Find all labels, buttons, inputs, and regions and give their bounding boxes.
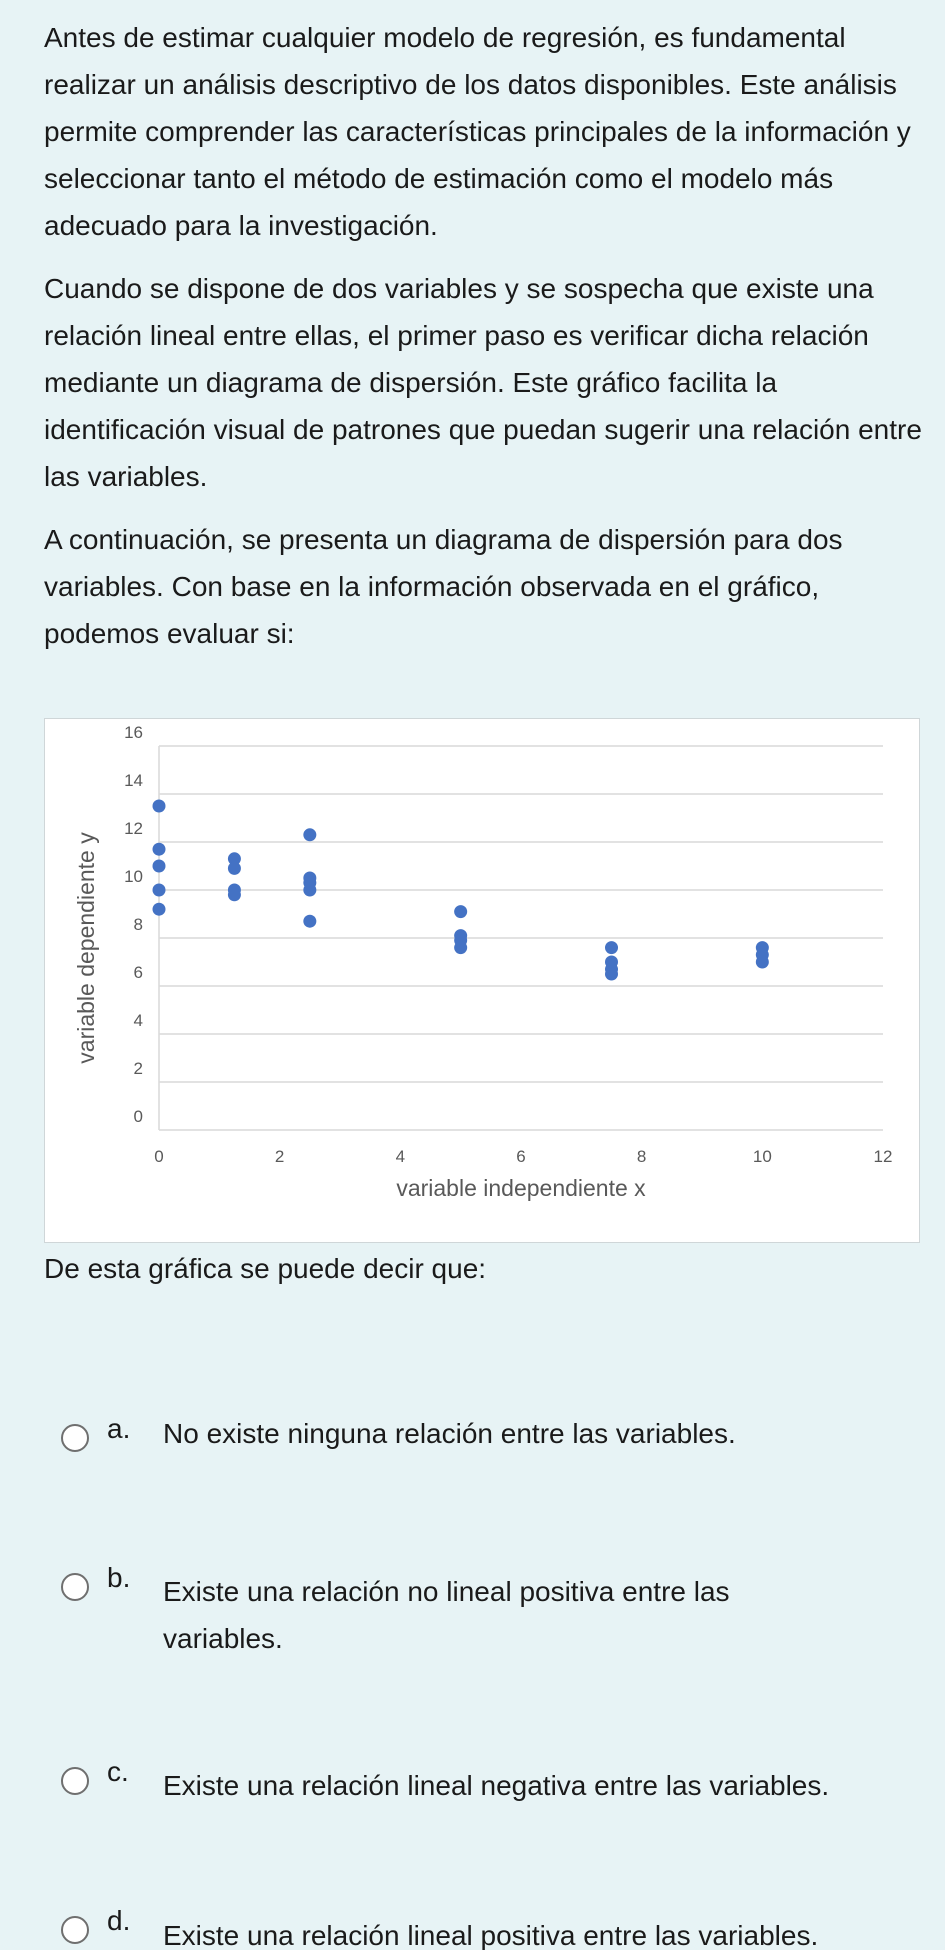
question-prompt: De esta gráfica se puede decir que: [44, 1253, 487, 1284]
y-tick-label: 6 [133, 963, 143, 982]
option-text[interactable]: No existe ninguna relación entre las variables. [163, 1418, 736, 1449]
data-point [153, 843, 166, 856]
data-point [153, 860, 166, 873]
x-axis-tick-labels [154, 1147, 892, 1166]
option-letter: a. [107, 1413, 131, 1444]
x-tick-label: 12 [873, 1147, 893, 1166]
x-axis-title: variable independiente x [396, 1175, 646, 1201]
option-letter: d. [107, 1905, 131, 1936]
data-point [605, 941, 618, 954]
x-tick-label: 0 [154, 1147, 164, 1166]
x-tick-label: 4 [395, 1147, 406, 1166]
y-tick-label: 2 [133, 1059, 143, 1078]
x-tick-label: 10 [752, 1147, 772, 1166]
y-tick-label: 16 [124, 723, 143, 742]
y-tick-label: 12 [124, 819, 143, 838]
data-point [228, 862, 241, 875]
option-text[interactable]: Existe una relación no lineal positiva entre las variables. [163, 1576, 730, 1654]
y-tick-label: 14 [124, 771, 143, 790]
radio-button-b[interactable] [61, 1573, 89, 1601]
option-letter: b. [107, 1562, 131, 1593]
y-tick-label: 10 [124, 867, 143, 886]
data-point [228, 888, 241, 901]
data-point [454, 905, 467, 918]
x-tick-label: 2 [274, 1147, 285, 1166]
question-paragraph: Cuando se dispone de dos variables y se sospecha que existe una relación lineal entre ellas, el primer paso es verificar dicha relación mediante un diagrama de dispersión. Este gráfico facilita la identificación visual de patrones que puedan sugerir una relación entre las variables. [44, 273, 922, 492]
chart-gridlines [159, 746, 883, 1130]
x-tick-label: 6 [516, 1147, 526, 1166]
y-axis-title: variable dependiente y [73, 832, 99, 1064]
y-tick-label: 4 [133, 1011, 143, 1030]
data-point [303, 915, 316, 928]
radio-button-a[interactable] [61, 1424, 89, 1452]
radio-button-c[interactable] [61, 1767, 89, 1795]
data-point [153, 800, 166, 813]
option-text[interactable]: Existe una relación lineal negativa entre las variables. [163, 1770, 830, 1801]
option-text[interactable]: Existe una relación lineal positiva entre las variables. [163, 1920, 819, 1950]
data-point [153, 903, 166, 916]
data-point [153, 884, 166, 897]
radio-button-d[interactable] [61, 1916, 89, 1944]
data-point [303, 828, 316, 841]
y-tick-label: 8 [133, 915, 143, 934]
y-tick-label: 0 [133, 1107, 143, 1126]
data-point [454, 941, 467, 954]
data-point [605, 968, 618, 981]
scatter-chart [44, 718, 920, 1243]
question-paragraph: A continuación, se presenta un diagrama de dispersión para dos variables. Con base en la información observada en el gráfico, podemos evaluar si: [44, 524, 843, 649]
data-point [756, 956, 769, 969]
y-axis-tick-labels [124, 723, 143, 1126]
x-tick-label: 8 [636, 1147, 647, 1166]
option-letter: c. [107, 1756, 129, 1787]
data-point [303, 884, 316, 897]
question-text [44, 14, 924, 673]
scatter-chart-svg [45, 719, 921, 1244]
question-paragraph: Antes de estimar cualquier modelo de regresión, es fundamental realizar un análisis descriptivo de los datos disponibles. Este análisis permite comprender las características principales de la información y seleccionar tanto el método de estimación como el modelo más adecuado para la investigación. [44, 22, 911, 241]
